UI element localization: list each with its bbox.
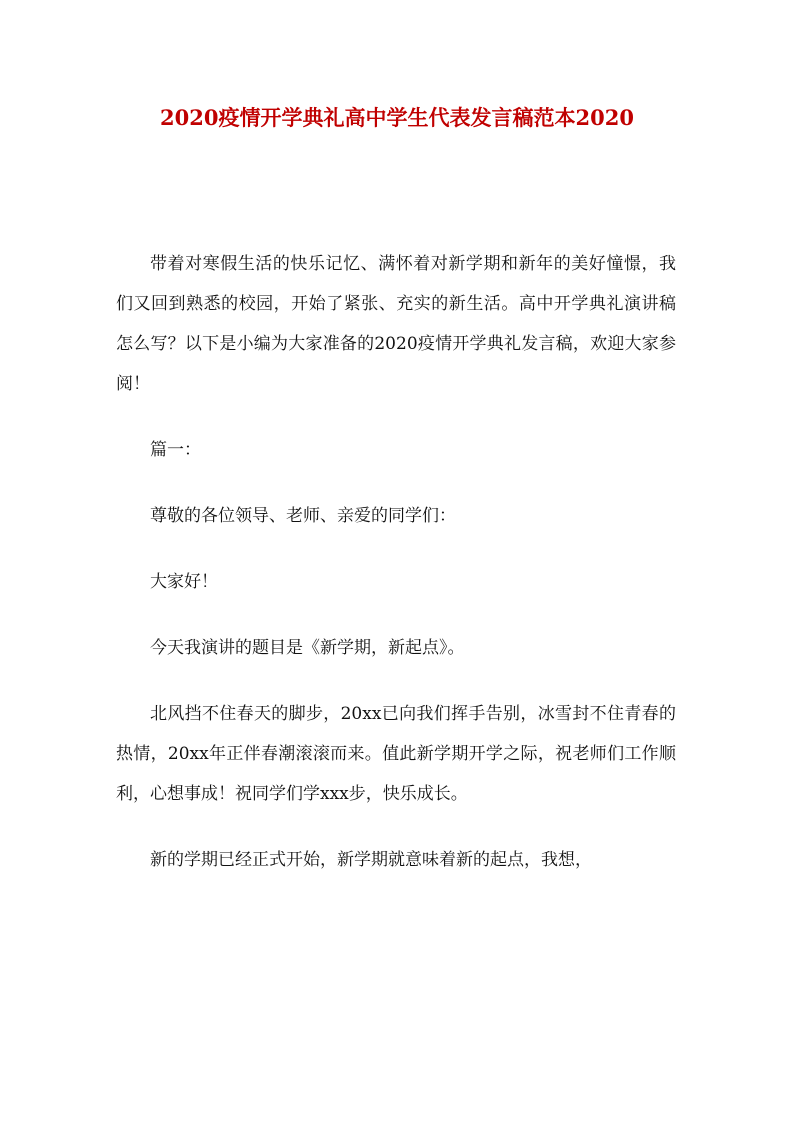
paragraph-speech-topic: 今天我演讲的题目是《新学期，新起点》。 (150, 638, 465, 658)
paragraph-new-semester: 新的学期已经正式开始，新学期就意味着新的起点，我想， (150, 850, 592, 870)
document-body (116, 244, 676, 906)
paragraph-salutation: 尊敬的各位领导、老师、亲爱的同学们： (150, 506, 456, 526)
paragraph-intro: 带着对寒假生活的快乐记忆、满怀着对新学期和新年的美好憧憬，我们又回到熟悉的校园，开始了紧张、充实的新生活。高中开学典礼演讲稿怎么写？以下是小编为大家准备的2020疫情开学典礼发言稿，欢迎大家参阅！ (116, 254, 676, 394)
paragraph-greeting: 大家好！ (150, 572, 218, 592)
paragraph-section-heading: 篇一： (150, 440, 201, 460)
paragraph-new-year: 北风挡不住春天的脚步，20xx已向我们挥手告别，冰雪封不住青春的热情，20xx年正伴春潮滚滚而来。值此新学期开学之际，祝老师们工作顺利，心想事成！祝同学们学xxx步，快乐成长。 (116, 704, 676, 804)
document-title: 2020疫情开学典礼高中学生代表发言稿范本2020 (160, 105, 634, 130)
